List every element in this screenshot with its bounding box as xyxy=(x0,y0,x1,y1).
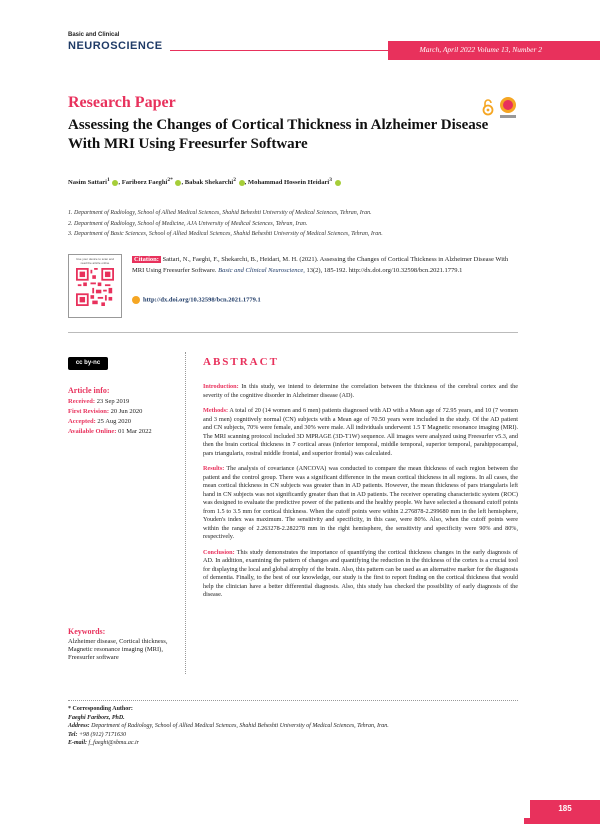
affiliation: 2. Department of Radiology, School of Medicine, AJA University of Medical Sciences, Tehran, Iran. xyxy=(68,220,308,227)
orcid-icon[interactable] xyxy=(335,180,341,186)
orcid-icon[interactable] xyxy=(112,180,118,186)
article-info-title: Article info: xyxy=(68,386,110,395)
column-divider xyxy=(185,352,186,674)
citation-label: Citation: xyxy=(134,256,159,263)
qr-caption: Use your device to scan and read the article online xyxy=(76,257,114,265)
citation-rest: 13(2), 185-192. http://dx.doi.org/10.32598/bcn.2021.1779.1 xyxy=(306,266,463,274)
citation-block xyxy=(132,255,518,276)
article-info xyxy=(68,386,178,437)
accepted-row: Accepted: 25 Aug 2020 xyxy=(68,418,132,425)
article-title: Assessing the Changes of Cortical Thickness in Alzheimer Disease With MRI Using Freesurfer Software xyxy=(68,117,489,152)
affiliations xyxy=(68,208,538,240)
journal-logo: NEUROSCIENCE xyxy=(68,40,163,52)
corresponding-title: * Corresponding Author: xyxy=(68,706,133,712)
author-name[interactable]: Nasim Sattari xyxy=(68,179,108,187)
page-number: 185 xyxy=(530,800,600,824)
article-type: Research Paper xyxy=(68,94,176,111)
corresponding-author xyxy=(68,705,518,748)
keywords-text: Alzheimer disease, Cortical thickness, Magnetic resonance imaging (MRI), Freesurfer software xyxy=(68,638,168,661)
corresponding-address: Address: Department of Radiology, School of Allied Medical Sciences, Shahid Beheshti University of Medical Sciences, Tehran, Iran. xyxy=(68,723,389,729)
doi-icon xyxy=(132,296,140,304)
journal-logo-top: Basic and Clinical xyxy=(68,32,120,38)
author-name[interactable]: Mohammad Hossein Heidari xyxy=(247,179,330,187)
cc-license-badge[interactable]: cc by-nc xyxy=(68,357,108,370)
doi-link[interactable]: http://dx.doi.org/10.32598/bcn.2021.1779.1 xyxy=(143,296,261,304)
affiliation: 3. Department of Basic Sciences, School of Allied Medical Sciences, Shahid Beheshti University of Medical Sciences, Tehran, Iran. xyxy=(68,231,383,237)
received-row: Received: 23 Sep 2019 xyxy=(68,398,130,405)
abstract-body xyxy=(203,383,518,607)
citation-text: Sattari, N., Faeghi, F., Shekarchi, B., Heidari, M. H. (2021). Assessing the Changes of Cortical Thickness in Alzheimer Disease With MRI Using Freesurfer Software. xyxy=(132,256,509,274)
author-name[interactable]: Fariborz Faeghi xyxy=(121,179,168,187)
divider xyxy=(68,332,518,333)
available-row: Available Online: 01 Mar 2022 xyxy=(68,428,152,435)
crossmark-icon[interactable] xyxy=(498,96,518,120)
abstract-title: ABSTRACT xyxy=(203,356,279,368)
keywords xyxy=(68,627,178,662)
corresponding-tel: Tel: +98 (912) 7171630 xyxy=(68,731,126,738)
first-revision-row: First Revision: 20 Jun 2020 xyxy=(68,408,143,415)
orcid-icon[interactable] xyxy=(239,180,245,186)
abstract-results: Results: The analysis of covariance (ANCOVA) was conducted to compare the mean thickness of each region between the patient and the control group. There was a significant difference in the mean cortical thickness in all regions. In all cases, the mean cortical thickness in CN subjects was greater than in AD patients. However, the mean thickness of pars triangularis left hand in CN subjects was not significantly greater than that in AD patients. The receiver operating characteristic system (ROC) was designed to evaluate the predictive power of the patients and the healthy people. We have selected a thousand cutoff points from 1.5 to 3.5 mm for cortical thickness. When the cutoff points were within 2.276878-2.299680 mm in the left hemisphere, Youden's index was maximum. The sensitivity and specificity, in this case, were 80%. Also, when the cutoff points were within the range of 2.263278-2.282278 mm in the right hemisphere, the sensitivity and specificity were 90% and 80%, respectively. xyxy=(203,465,518,540)
author-list: Nasim Sattari$^1$ , Fariborz Faeghi$^{2*}$ , Babak Shekarchi$^2$ , Mohammad Hossein Heidari$^3$ xyxy=(68,177,528,186)
abstract-methods: Methods: A total of 20 (14 women and 6 men) patients diagnosed with AD with a Mean age of 72.95 years, and 10 (7 women and 3 men) cognitively normal (CN) subjects with a Mean age of 70.50 years were included in the study. Of the AD patient and CN subjects, 70% were female, and 30% were male. All individuals underwent 1.5 T Magnetic resonance imaging (MRI). The MRI scanning protocol included 3D MPRAGE (3D-T1W) sequence. All images were analyzed using Freesurfer v5.3, and then the brain cortical thickness in 7 cortical areas (inferior temporal, middle temporal, superior temporal, parahippocampal, pars triangularis, rostral middle frontal, and superior frontal) was calculated. xyxy=(203,407,518,457)
orcid-icon[interactable] xyxy=(175,180,181,186)
citation-journal: Basic and Clinical Neuroscience, xyxy=(218,266,305,274)
corresponding-email: E-mail: f_faeghi@sbmu.ac.ir xyxy=(68,740,140,746)
author-name[interactable]: Babak Shekarchi xyxy=(184,179,234,187)
affiliation: 1. Department of Radiology, School of Allied Medical Sciences, Shahid Beheshti University of Medical Sciences, Tehran, Iran. xyxy=(68,210,372,216)
abstract-conclusion: Conclusion: This study demonstrates the importance of quantifying the cortical thickness changes in the early diagnosis of AD. In addition, examining the pattern of changes and quantifying the reduction in the thickness of the cortex is a crucial tool for displaying the local and global atrophy of the brain. Also, this pattern can be used as an alternative marker for the diagnosis of dementia. Finally, to the best of our knowledge, our study is the first to report finding on the cortical thickness that would help the clinician have a better differential diagnosis. Also, this study has checked the possibility of early diagnosis of the disease. xyxy=(203,548,518,598)
abstract-introduction: Introduction: In this study, we intend to determine the correlation between the thickness of the cerebral cortex and the severity of the cognitive disorder in Alzheimer disease (AD). xyxy=(203,383,518,399)
issue-info: March, April 2022 Volume 13, Number 2 xyxy=(419,45,542,54)
open-access-icon xyxy=(482,98,494,116)
doi-line xyxy=(132,296,261,304)
qr-panel xyxy=(68,254,122,318)
corresponding-name: Faeghi Fariborz, PhD. xyxy=(68,714,125,721)
qr-code-icon[interactable] xyxy=(76,268,114,306)
keywords-title: Keywords: xyxy=(68,627,106,636)
divider xyxy=(68,700,518,701)
